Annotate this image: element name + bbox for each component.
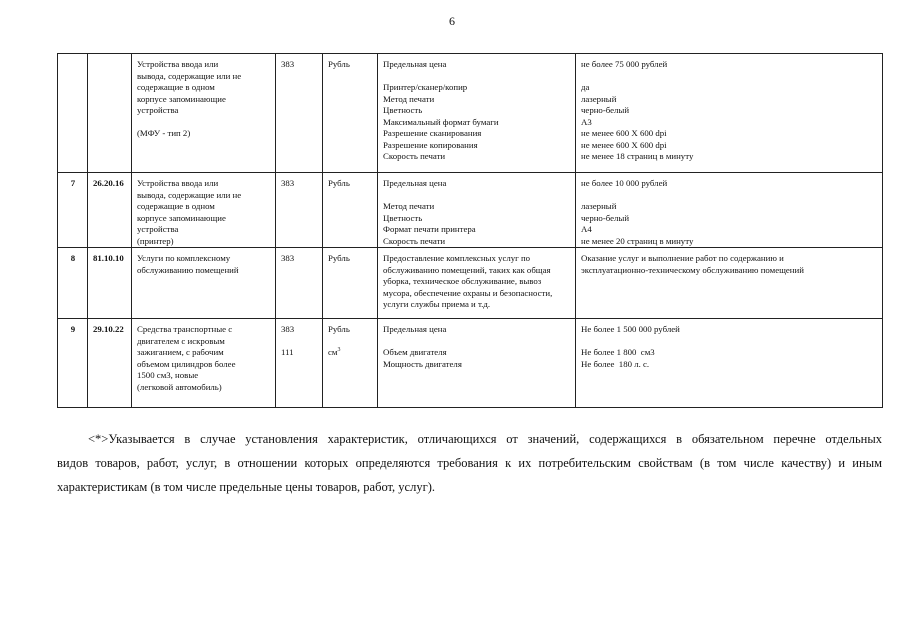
- value-line: А4: [581, 224, 592, 234]
- footnote-line: видов товаров, работ, услуг, в отношении которых определяются требования к их потребительским свойствам (в том числе качеству) и иным: [57, 456, 882, 470]
- okei-code-cell: [276, 248, 323, 319]
- values-cell: [576, 319, 883, 408]
- okpd-code: 26.20.16: [93, 178, 124, 188]
- value-line: лазерный: [581, 93, 617, 104]
- okpd-code-cell: [88, 248, 132, 319]
- item-name-line: содержащие в одном: [137, 82, 215, 92]
- value-line: эксплуатационно-техническому обслуживанию помещений: [581, 264, 804, 275]
- characteristic-line: Скорость печати: [383, 151, 446, 161]
- row-number-cell: [58, 319, 88, 408]
- values-cell: [576, 54, 883, 173]
- characteristic-line: Цветность: [383, 105, 423, 115]
- table-row: [58, 54, 883, 173]
- characteristic-line: Принтер/сканер/копир: [383, 82, 468, 92]
- row-number-cell: [58, 173, 88, 248]
- characteristics-cell: [378, 248, 576, 319]
- characteristic-line: Цветность: [383, 212, 423, 223]
- row-number: 7: [70, 178, 76, 188]
- item-name-line: зажиганием, с рабочим: [137, 347, 224, 357]
- item-name-cell: [132, 319, 276, 408]
- characteristic-line: уборка, техническое обслуживание, вывоз: [383, 276, 542, 286]
- item-name-line: двигателем с искровым: [137, 335, 225, 346]
- footnote-line: характеристикам (в том числе предельные цены товаров, работ, услуг).: [57, 480, 436, 494]
- unit-base: см: [328, 347, 338, 357]
- footnote-line: <*>Указывается в случае установления характеристик, отличающихся от значений, содержащихся в обязательном перечне отдельных: [88, 432, 882, 446]
- value-line: Не более 1 800 см3: [581, 347, 655, 357]
- value-line: Оказание услуг и выполнение работ по содержанию и: [581, 253, 784, 263]
- characteristic-line: Метод печати: [383, 201, 435, 211]
- item-name-line: корпусе запоминающие: [137, 93, 226, 104]
- okei-code: 383: [281, 253, 295, 263]
- characteristic-line: Предельная цена: [383, 324, 447, 334]
- okpd-code-cell: [88, 319, 132, 408]
- characteristic-line: Предельная цена: [383, 178, 447, 188]
- values-cell: [576, 173, 883, 248]
- okei-code: 111: [281, 347, 294, 357]
- characteristic-line: мусора, обеспечение охраны и безопасности,: [383, 287, 553, 298]
- item-name-cell: [132, 248, 276, 319]
- characteristic-line: Предоставление комплексных услуг по: [383, 253, 531, 263]
- row-number: 8: [70, 253, 76, 263]
- value-line: не менее 600 Х 600 dpi: [581, 139, 667, 150]
- item-name-cell: [132, 54, 276, 173]
- value-line: Не более 180 л. с.: [581, 358, 650, 369]
- unit-name: Рубль: [328, 324, 350, 334]
- table-row: [58, 173, 883, 248]
- item-name-line: объемом цилиндров более: [137, 358, 236, 369]
- characteristic-line: Мощность двигателя: [383, 358, 462, 369]
- table-row: [58, 319, 883, 408]
- row-number-cell: [58, 54, 88, 173]
- item-name-line: Устройства ввода или: [137, 178, 219, 188]
- characteristic-line: Максимальный формат бумаги: [383, 116, 499, 127]
- row-number: 9: [70, 324, 76, 334]
- table-row: [58, 248, 883, 319]
- okei-code-cell: [276, 173, 323, 248]
- page-number: 6: [449, 14, 455, 28]
- value-line: не менее 18 страниц в минуту: [581, 151, 694, 161]
- item-name-line: обслуживанию помещений: [137, 264, 239, 275]
- characteristics-cell: [378, 173, 576, 248]
- item-name-line: (принтер): [137, 235, 174, 246]
- item-name-line: 1500 см3, новые: [137, 370, 199, 380]
- characteristic-line: Скорость печати: [383, 235, 446, 246]
- okei-code: 383: [281, 59, 295, 69]
- okei-code: 383: [281, 178, 295, 188]
- okpd-code: 29.10.22: [93, 324, 124, 334]
- unit-cell: [323, 248, 378, 319]
- okpd-code-cell: [88, 54, 132, 173]
- okei-code-cell: [276, 319, 323, 408]
- characteristic-line: Формат печати принтера: [383, 224, 476, 234]
- unit-name: [328, 347, 373, 359]
- okei-code: 383: [281, 324, 295, 334]
- value-line: черно-белый: [581, 212, 630, 223]
- item-name-line: вывода, содержащие или не: [137, 189, 242, 200]
- okpd-code: 81.10.10: [93, 253, 124, 263]
- value-line: не менее 600 Х 600 dpi: [581, 128, 667, 138]
- footnote: [57, 427, 882, 499]
- item-name-line: Средства транспортные с: [137, 324, 233, 334]
- characteristic-line: Предельная цена: [383, 59, 447, 69]
- characteristic-line: Объем двигателя: [383, 347, 447, 357]
- value-line: не более 75 000 рублей: [581, 59, 668, 69]
- value-line: не более 10 000 рублей: [581, 178, 668, 188]
- value-line: лазерный: [581, 201, 617, 211]
- requirements-table: [57, 53, 883, 408]
- characteristic-line: обслуживанию помещений, таких как общая: [383, 264, 551, 275]
- item-name-cell: [132, 173, 276, 248]
- item-name-line: вывода, содержащие или не: [137, 70, 242, 81]
- characteristic-line: Разрешение копирования: [383, 139, 478, 150]
- value-line: не менее 20 страниц в минуту: [581, 235, 694, 246]
- characteristics-cell: [378, 54, 576, 173]
- unit-name: Рубль: [328, 59, 350, 69]
- characteristics-cell: [378, 319, 576, 408]
- unit-cell: [323, 54, 378, 173]
- unit-name: Рубль: [328, 253, 350, 263]
- item-name-line: устройства: [137, 224, 179, 234]
- characteristic-line: Метод печати: [383, 93, 435, 104]
- item-name-line: устройства: [137, 105, 179, 115]
- unit-cell: [323, 319, 378, 408]
- unit-cell: [323, 173, 378, 248]
- value-line: черно-белый: [581, 105, 630, 115]
- unit-name: Рубль: [328, 178, 350, 188]
- values-cell: [576, 248, 883, 319]
- row-number-cell: [58, 248, 88, 319]
- okpd-code-cell: [88, 173, 132, 248]
- value-line: да: [581, 82, 590, 92]
- item-name-line: Устройства ввода или: [137, 59, 219, 69]
- characteristic-line: услуги службы приема и т.д.: [383, 299, 491, 309]
- unit-superscript: 3: [337, 347, 341, 354]
- item-name-line: корпусе запоминающие: [137, 212, 226, 223]
- item-name-line: Услуги по комплексному: [137, 253, 231, 263]
- item-name-line: (МФУ - тип 2): [137, 128, 191, 138]
- value-line: Не более 1 500 000 рублей: [581, 324, 680, 334]
- characteristic-line: Разрешение сканирования: [383, 128, 482, 138]
- item-name-line: (легковой автомобиль): [137, 381, 222, 392]
- item-name-line: содержащие в одном: [137, 201, 215, 211]
- value-line: А3: [581, 116, 592, 127]
- okei-code-cell: [276, 54, 323, 173]
